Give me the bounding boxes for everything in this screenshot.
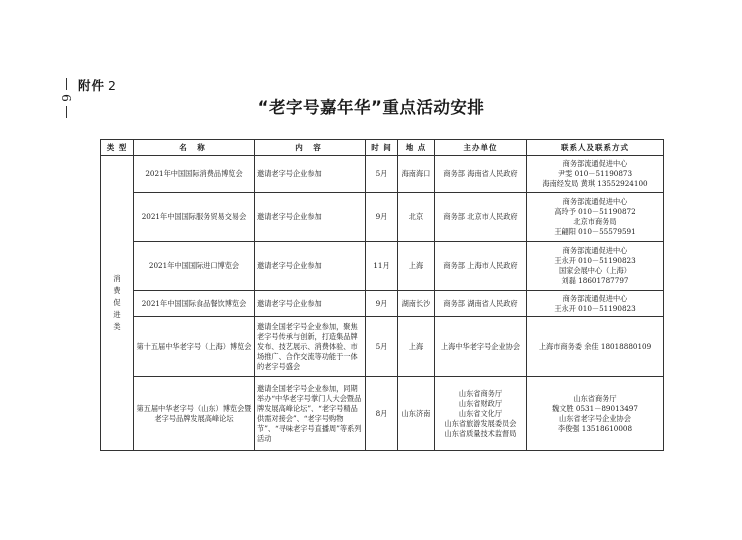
annex-label	[78, 76, 117, 94]
row-content: 邀请老字号企业参加	[255, 193, 366, 242]
row-place: 北京	[398, 193, 435, 242]
table-row	[101, 291, 664, 317]
host-line: 商务部 湖南省人民政府	[443, 298, 518, 308]
category-cell	[101, 156, 134, 451]
row-host	[435, 193, 527, 242]
contact-line: 王翩阳 010－55579591	[554, 227, 636, 236]
host-line: 山东省旅游发展委员会	[444, 418, 517, 428]
contact-line: 魏文胜 0531－89013497	[552, 403, 638, 413]
contact-line: 山东省老字号企业协会	[559, 413, 631, 423]
header-time: 时 间	[366, 140, 398, 156]
host-line: 山东省财政厅	[458, 398, 503, 408]
contact-line: 山东省商务厅	[573, 393, 617, 403]
row-place: 湖南长沙	[398, 291, 435, 317]
annex-number: 2	[108, 78, 117, 93]
row-time: 9月	[366, 291, 398, 317]
header-host: 主办单位	[435, 140, 527, 156]
contact-line: 王永开 010－51190823	[554, 303, 636, 313]
category-char: 费	[113, 286, 121, 295]
row-name: 2021年中国国际服务贸易交易会	[134, 193, 255, 242]
host-line: 商务部 北京市人民政府	[443, 212, 518, 221]
row-host	[435, 377, 527, 451]
row-contact	[527, 193, 664, 242]
row-time: 9月	[366, 193, 398, 242]
header-name: 名 称	[134, 140, 255, 156]
row-content: 邀请老字号企业参加	[255, 242, 366, 291]
row-name: 2021年中国国际进口博览会	[134, 242, 255, 291]
contact-line: 上海市商务委 余佳 18018880109	[538, 341, 652, 351]
row-name: 第十五届中华老字号（上海）博览会	[134, 317, 255, 377]
row-place: 上海	[398, 317, 435, 377]
category-char: 消	[113, 274, 121, 283]
annex-word: 附件	[78, 78, 106, 93]
host-line: 山东省商务厅	[458, 388, 503, 398]
contact-line: 高玲予 010－51190872	[554, 207, 636, 216]
row-name: 2021年中国国际食品餐饮博览会	[134, 291, 255, 317]
host-line: 商务部 上海市人民政府	[443, 261, 518, 270]
row-content: 邀请全国老字号企业参加，同期举办“中华老字号掌门人大会暨品牌发展高峰论坛”、“老字号精品供需对接会”、“老字号购物节”、“寻味老字号直播周”等系列活动	[255, 377, 366, 451]
table-row	[101, 242, 664, 291]
margin-rule-top	[66, 78, 67, 90]
host-line: 上海中华老字号企业协会	[440, 341, 521, 351]
contact-line: 商务部流通促进中心	[562, 246, 628, 255]
header-content: 内 容	[255, 140, 366, 156]
activity-schedule-table	[100, 139, 664, 451]
row-host	[435, 156, 527, 193]
header-contact: 联系人及联系方式	[527, 140, 664, 156]
contact-line: 商务部流通促进中心	[562, 159, 628, 168]
row-host	[435, 242, 527, 291]
header-category: 类 型	[101, 140, 134, 156]
contact-line: 海南经发局 黄琪 13552924100	[542, 179, 648, 188]
table-row	[101, 377, 664, 451]
row-host	[435, 317, 527, 377]
row-host	[435, 291, 527, 317]
contact-line: 国家会展中心（上海）	[559, 266, 631, 275]
host-line: 商务部 海南省人民政府	[443, 169, 518, 178]
row-contact	[527, 291, 664, 317]
row-place: 山东济南	[398, 377, 435, 451]
contact-line: 李俊强 13518610008	[557, 423, 633, 433]
row-time: 5月	[366, 317, 398, 377]
row-content: 邀请老字号企业参加	[255, 291, 366, 317]
contact-line: 商务部流通促进中心	[562, 197, 628, 206]
header-place: 地 点	[398, 140, 435, 156]
row-contact	[527, 156, 664, 193]
contact-line: 北京市商务局	[573, 217, 617, 226]
row-time: 11月	[366, 242, 398, 291]
table-row	[101, 193, 664, 242]
row-contact	[527, 377, 664, 451]
category-char: 促	[113, 298, 121, 307]
row-place: 海南海口	[398, 156, 435, 193]
table-row	[101, 156, 664, 193]
row-time: 5月	[366, 156, 398, 193]
row-time: 8月	[366, 377, 398, 451]
row-contact	[527, 242, 664, 291]
category-char: 类	[113, 322, 121, 331]
table-header-row	[101, 140, 664, 156]
row-content: 邀请老字号企业参加	[255, 156, 366, 193]
table-row	[101, 317, 664, 377]
row-place: 上海	[398, 242, 435, 291]
host-line: 山东省质量技术监督局	[444, 428, 517, 438]
contact-line: 商务部流通促进中心	[562, 293, 628, 303]
row-name: 2021年中国国际消费品博览会	[134, 156, 255, 193]
contact-line: 王永开 010－51190823	[554, 256, 636, 265]
contact-line: 刘磊 18601787797	[561, 276, 629, 285]
page-number: 6	[59, 94, 73, 102]
document-title: “老字号嘉年华”重点活动安排	[257, 98, 485, 117]
category-char: 进	[113, 310, 121, 319]
row-name: 第五届中华老字号（山东）博览会暨老字号品牌发展高峰论坛	[134, 377, 255, 451]
row-contact	[527, 317, 664, 377]
host-line: 山东省文化厅	[458, 408, 503, 418]
row-content: 邀请全国老字号企业参加，聚焦老字号传承与创新，打造集品牌发布、技艺展示、消费体验、市场推广、合作交流等功能于一体的老字号盛会	[255, 317, 366, 377]
contact-line: 尹雯 010－51190873	[557, 169, 633, 178]
